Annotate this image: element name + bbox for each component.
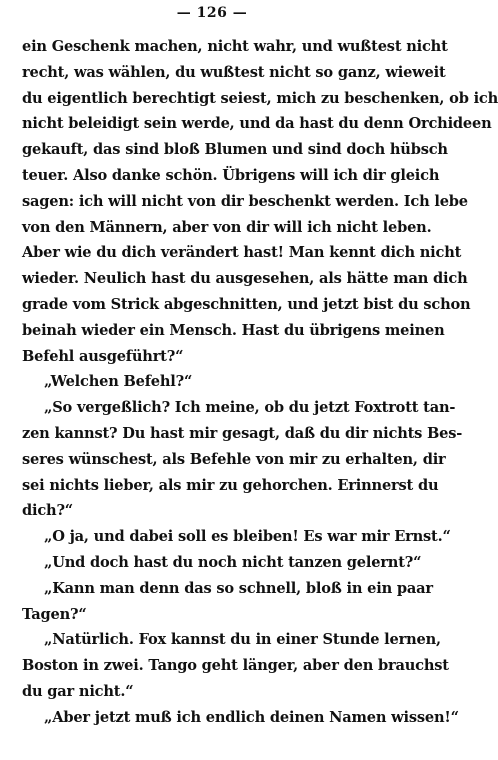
text-line: dich?“	[22, 502, 73, 520]
text-line: teuer. Also danke schön. Übrigens will ich dir gleich	[22, 166, 440, 184]
text-line: nicht beleidigt sein werde, und da hast du denn Orchideen	[22, 115, 492, 133]
text-line: „Welchen Befehl?“	[44, 373, 193, 391]
text-line: sei nichts lieber, als mir zu gehorchen. Erinnerst du	[22, 476, 439, 494]
text-line: „Kann man denn das so schnell, bloß in ein paar	[44, 579, 433, 597]
text-line: ein Geschenk machen, nicht wahr, und wußtest nicht	[22, 38, 448, 55]
text-line: du gar nicht.“	[22, 682, 134, 700]
text-line: „Natürlich. Fox kannst du in einer Stunde lernen,	[44, 631, 441, 649]
text-line: von den Männern, aber von dir will ich nicht leben.	[22, 218, 432, 236]
text-line: Aber wie du dich verändert hast! Man kennt dich nicht	[22, 244, 462, 262]
text-line: zen kannst? Du hast mir gesagt, daß du dir nichts Bes-	[22, 424, 463, 442]
page-number: — 126 —	[176, 5, 248, 21]
text-line: beinah wieder ein Mensch. Hast du übrigens meinen	[22, 321, 445, 339]
text-line: grade vom Strick abgeschnitten, und jetzt bist du schon	[22, 295, 471, 313]
text-line: Befehl ausgeführt?“	[22, 347, 184, 365]
text-line: seres wünschest, als Befehle von mir zu erhalten, dir	[22, 450, 446, 468]
text-line: recht, was wählen, du wußtest nicht so ganz, wieweit	[22, 63, 446, 81]
text-line: „So vergeßlich? Ich meine, ob du jetzt Foxtrott tan-	[44, 399, 456, 417]
body-text	[22, 34, 498, 731]
text-line: gekauft, das sind bloß Blumen und sind doch hübsch	[22, 141, 448, 159]
text-line: sagen: ich will nicht von dir beschenkt werden. Ich lebe	[22, 192, 468, 210]
text-line: wieder. Neulich hast du ausgesehen, als hätte man dich	[22, 270, 468, 288]
text-line: „O ja, und dabei soll es bleiben! Es war mir Ernst.“	[44, 528, 451, 546]
text-line: Tagen?“	[22, 605, 87, 623]
text-line: „Aber jetzt muß ich endlich deinen Namen wissen!“	[44, 708, 459, 726]
text-line: du eigentlich berechtigt seiest, mich zu beschenken, ob ich	[22, 89, 498, 107]
text-line: „Und doch hast du noch nicht tanzen gelernt?“	[44, 553, 422, 571]
text-line: Boston in zwei. Tango geht länger, aber den brauchst	[22, 657, 449, 675]
